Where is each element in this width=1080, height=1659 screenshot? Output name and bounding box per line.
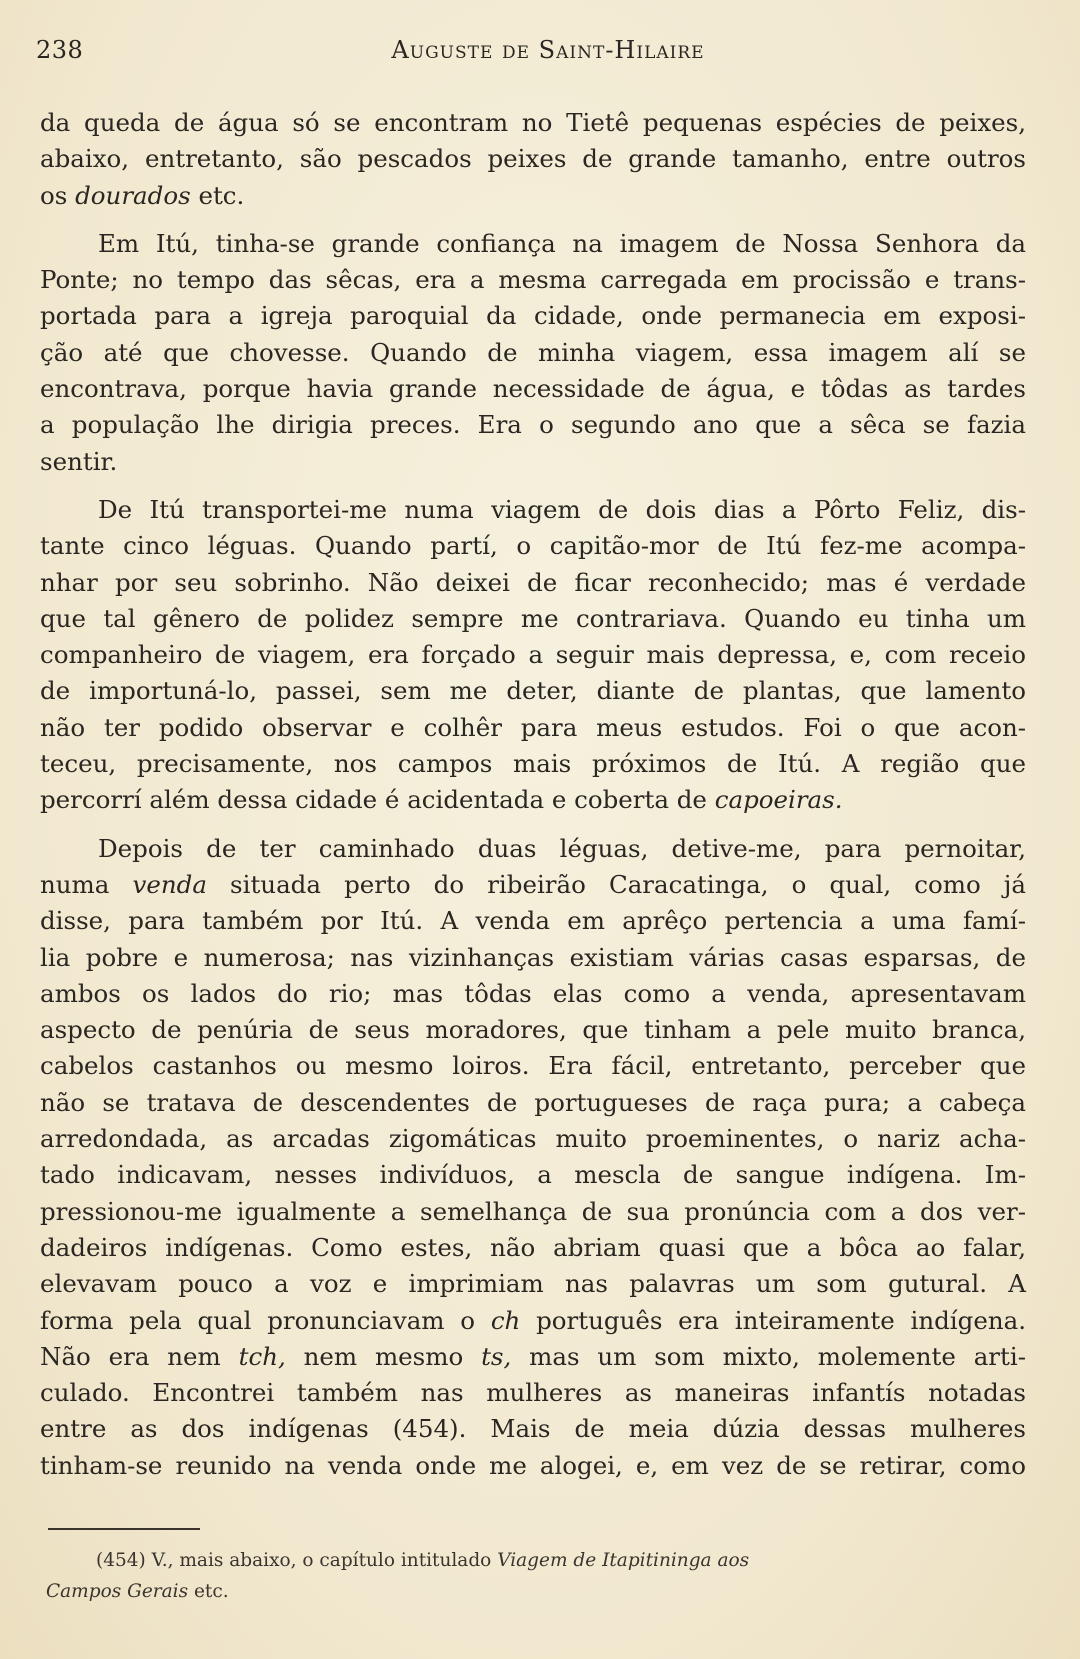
- text-line: Em Itú, tinha-se grande confiança na imagem de Nossa Senhora da: [98, 228, 1026, 258]
- text-line: tado indicavam, nesses indivíduos, a mescla de sangue indígena. Im-: [40, 1160, 1026, 1190]
- text-line: Depois de ter caminhado duas léguas, detive-me, para pernoitar,: [98, 833, 1026, 863]
- footnote-line: (454) V., mais abaixo, o capítulo intitulado Viagem de Itapitininga aos: [96, 1550, 750, 1571]
- italic-term: venda: [132, 869, 207, 899]
- text-line: forma pela qual pronunciavam o ch português era inteiramente indígena.: [40, 1305, 1026, 1335]
- text-line: que tal gênero de polidez sempre me contrariava. Quando eu tinha um: [40, 603, 1026, 633]
- page-number: 238: [36, 36, 84, 64]
- text-line: nhar por seu sobrinho. Não deixei de ficar reconhecido; mas é verdade: [40, 567, 1026, 597]
- italic-term: ts,: [481, 1341, 512, 1371]
- text-line: sentir.: [40, 446, 118, 476]
- text-line: dadeiros indígenas. Como estes, não abriam quasi que a bôca ao falar,: [40, 1232, 1026, 1262]
- italic-term: Viagem de Itapitininga aos: [497, 1550, 750, 1571]
- paragraph: [40, 105, 1026, 214]
- text-line: tante cinco léguas. Quando partí, o capitão-mor de Itú fez-me acompa-: [40, 531, 1026, 561]
- text-line: ção até que chovesse. Quando de minha viagem, essa imagem alí se: [40, 337, 1026, 367]
- footnotes: [46, 1545, 1026, 1607]
- italic-term: tch,: [238, 1341, 286, 1371]
- text-line: não se tratava de descendentes de portugueses de raça pura; a cabeça: [40, 1087, 1026, 1117]
- text-line: de importuná-lo, passei, sem me deter, diante de plantas, que lamento: [40, 676, 1026, 706]
- paragraph: [40, 226, 1026, 480]
- text-line: percorrí além dessa cidade é acidentada e coberta de capoeiras.: [40, 785, 843, 815]
- footnote-separator: [48, 1528, 200, 1530]
- text-line: teceu, precisamente, nos campos mais próximos de Itú. A região que: [40, 749, 1026, 779]
- body-text: [40, 105, 1026, 1484]
- italic-term: capoeiras.: [714, 785, 843, 815]
- text-line: não ter podido observar e colhêr para meus estudos. Foi o que acon-: [40, 712, 1026, 742]
- text-line: numa venda situada perto do ribeirão Caracatinga, o qual, como já: [40, 869, 1027, 899]
- text-line: abaixo, entretanto, são pescados peixes de grande tamanho, entre outros: [40, 144, 1026, 174]
- text-line: arredondada, as arcadas zigomáticas muito proeminentes, o nariz acha-: [40, 1124, 1026, 1154]
- running-head: Auguste de Saint-Hilaire: [391, 36, 705, 64]
- text-line: Ponte; no tempo das sêcas, era a mesma carregada em procissão e trans-: [40, 265, 1026, 295]
- text-line: encontrava, porque havia grande necessidade de água, e tôdas as tardes: [40, 374, 1026, 404]
- text-line: tinham-se reunido na venda onde me alogei, e, em vez de se retirar, como: [40, 1450, 1026, 1480]
- footnote-line: Campos Gerais etc.: [46, 1581, 229, 1602]
- italic-term: ch: [490, 1305, 521, 1335]
- text-line: aspecto de penúria de seus moradores, que tinham a pele muito branca,: [40, 1015, 1026, 1045]
- text-line: companheiro de viagem, era forçado a seguir mais depressa, e, com receio: [40, 640, 1026, 670]
- paragraph: [40, 831, 1026, 1484]
- text-line: disse, para também por Itú. A venda em aprêço pertencia a uma famí-: [40, 906, 1026, 936]
- text-line: entre as dos indígenas (454). Mais de meia dúzia dessas mulheres: [40, 1414, 1026, 1444]
- text-line: elevavam pouco a voz e imprimiam nas palavras um som gutural. A: [40, 1269, 1026, 1299]
- footnote: [46, 1545, 1026, 1607]
- text-line: pressionou-me igualmente a semelhança de sua pronúncia com a dos ver-: [40, 1196, 1026, 1226]
- text-line: ambos os lados do rio; mas tôdas elas como a venda, apresentavam: [40, 978, 1026, 1008]
- italic-term: Campos Gerais: [46, 1581, 189, 1602]
- paragraph: [40, 492, 1026, 819]
- text-line: cabelos castanhos ou mesmo loiros. Era fácil, entretanto, perceber que: [40, 1051, 1026, 1081]
- text-line: os dourados etc.: [40, 180, 245, 210]
- text-line: lia pobre e numerosa; nas vizinhanças existiam várias casas esparsas, de: [40, 942, 1026, 972]
- text-line: De Itú transportei-me numa viagem de dois dias a Pôrto Feliz, dis-: [98, 494, 1026, 524]
- text-line: culado. Encontrei também nas mulheres as maneiras infantís notadas: [40, 1378, 1026, 1408]
- text-line: da queda de água só se encontram no Tietê pequenas espécies de peixes,: [40, 108, 1026, 137]
- text-line: portada para a igreja paroquial da cidade, onde permanecia em exposi-: [40, 301, 1026, 331]
- text-line: Não era nem tch, nem mesmo ts, mas um som mixto, molemente arti-: [40, 1341, 1026, 1371]
- page-header: [36, 32, 1020, 72]
- italic-term: dourados: [75, 180, 191, 210]
- text-line: a população lhe dirigia preces. Era o segundo ano que a sêca se fazia: [40, 410, 1026, 440]
